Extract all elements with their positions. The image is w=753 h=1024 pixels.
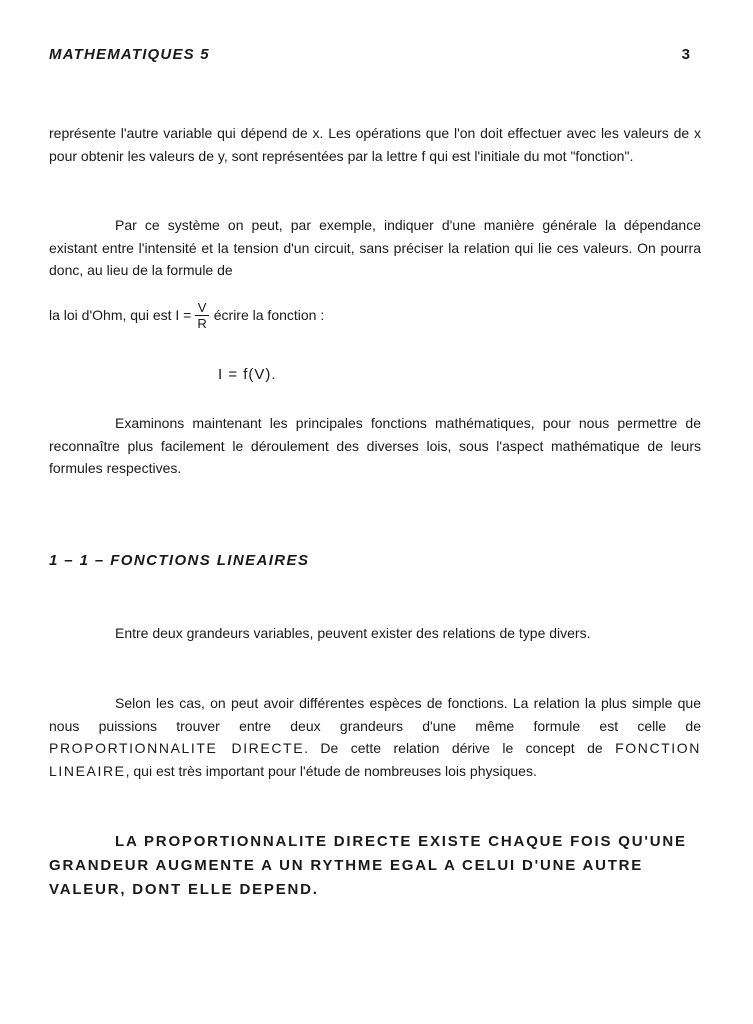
ohm-law-text-after: écrire la fonction : <box>213 307 325 323</box>
term-proportionnalite-directe: PROPORTIONNALITE DIRECTE <box>49 740 305 756</box>
function-formula: I = f(V). <box>218 366 277 383</box>
ohm-law-text-before: la loi d'Ohm, qui est I = <box>49 307 192 323</box>
paragraph-5-part-1: Selon les cas, on peut avoir différentes espèces de fonctions. La relation la plus simple que nous puissions trouver entre deux grandeurs d'une même formule est celle de <box>49 695 701 734</box>
ohm-fraction <box>194 300 209 331</box>
key-statement: LA PROPORTIONNALITE DIRECTE EXISTE CHAQUE FOIS QU'UNE GRANDEUR AUGMENTE A UN RYTHME EGAL A CELUI D'UNE AUTRE VALEUR, DONT ELLE DEPEND. <box>49 833 687 898</box>
paragraph-5-part-3: , qui est très important pour l'étude de nombreuses lois physiques. <box>125 762 537 779</box>
paragraph-3: Examinons maintenant les principales fonctions mathématiques, pour nous permettre de reconnaître plus facilement le déroulement des diverses lois, sous l'aspect mathématique de leurs formules respectives. <box>49 415 701 476</box>
running-title: MATHEMATIQUES 5 <box>49 46 210 63</box>
paragraph-2: Par ce système on peut, par exemple, indiquer d'une manière générale la dépendance existant entre l'intensité et la tension d'un circuit, sans préciser la relation qui lie ces valeurs. On pourra donc, au lieu de la formule de <box>49 217 701 278</box>
paragraph-4: Entre deux grandeurs variables, peuvent exister des relations de type divers. <box>115 625 591 641</box>
paragraph-5 <box>49 692 701 782</box>
paragraph-1: représente l'autre variable qui dépend de x. Les opérations que l'on doit effectuer avec les valeurs de x pour obtenir les valeurs de y, sont représentées par la lettre f qui est l'initiale du mot "fonction". <box>49 125 701 164</box>
fraction-numerator: V <box>195 300 210 316</box>
ohm-law-line <box>49 294 324 336</box>
fraction-denominator: R <box>197 315 207 331</box>
section-heading: 1 – 1 – FONCTIONS LINEAIRES <box>49 552 310 569</box>
term-fonction-lineaire: FONCTION LINEAIRE <box>49 740 701 779</box>
page-number: 3 <box>681 46 690 63</box>
paragraph-5-part-2: . De cette relation dérive le concept de <box>304 740 616 756</box>
